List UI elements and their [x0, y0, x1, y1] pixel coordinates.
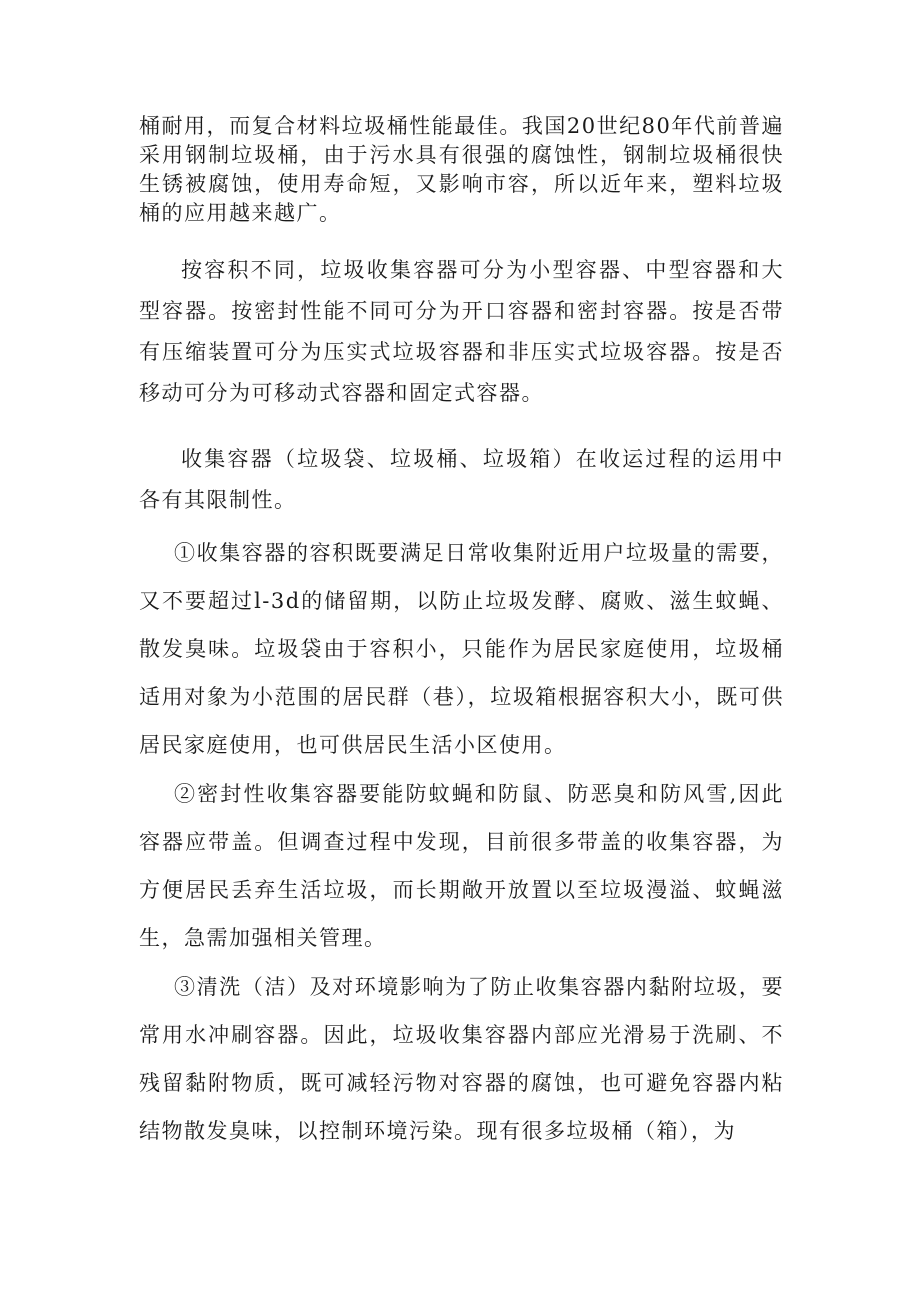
paragraph-1: 桶耐用，而复合材料垃圾桶性能最佳。我国20世纪80年代前普遍采用钢制垃圾桶，由于污水具有很强的腐蚀性，钢制垃圾桶很快生锈被腐蚀，使用寿命短，又影响市容，所以近年来，塑料垃圾桶的应用越来越广。 [139, 114, 784, 225]
paragraph-5: ②密封性收集容器要能防蚊蝇和防鼠、防恶臭和防风雪,因此容器应带盖。但调查过程中发现，目前很多带盖的收集容器，为方便居民丢弃生活垃圾，而长期敞开放置以至垃圾漫溢、蚊蝇滋生，急需加强相关管理。 [139, 782, 784, 950]
paragraph-2: 按容积不同，垃圾收集容器可分为小型容器、中型容器和大型容器。按密封性能不同可分为开口容器和密封容器。按是否带有压缩装置可分为压实式垃圾容器和非压实式垃圾容器。按是否移动可分为可移动式容器和固定式容器。 [139, 258, 784, 405]
paragraph-6: ③清洗（洁）及对环境影响为了防止收集容器内黏附垃圾，要常用水冲刷容器。因此，垃圾收集容器内部应光滑易于洗刷、不残留黏附物质，既可减轻污物对容器的腐蚀，也可避免容器内粘结物散发臭味，以控制环境污染。现有很多垃圾桶（箱），为 [139, 975, 784, 1143]
paragraph-3: 收集容器（垃圾袋、垃圾桶、垃圾箱）在收运过程的运用中各有其限制性。 [139, 447, 784, 512]
paragraph-4: ①收集容器的容积既要满足日常收集附近用户垃圾量的需要，又不要超过l-3d的储留期，以防止垃圾发酵、腐败、滋生蚊蝇、散发臭味。垃圾袋由于容积小，只能作为居民家庭使用，垃圾桶适用对象为小范围的居民群（巷），垃圾箱根据容积大小，既可供居民家庭使用，也可供居民生活小区使用。 [139, 541, 784, 757]
